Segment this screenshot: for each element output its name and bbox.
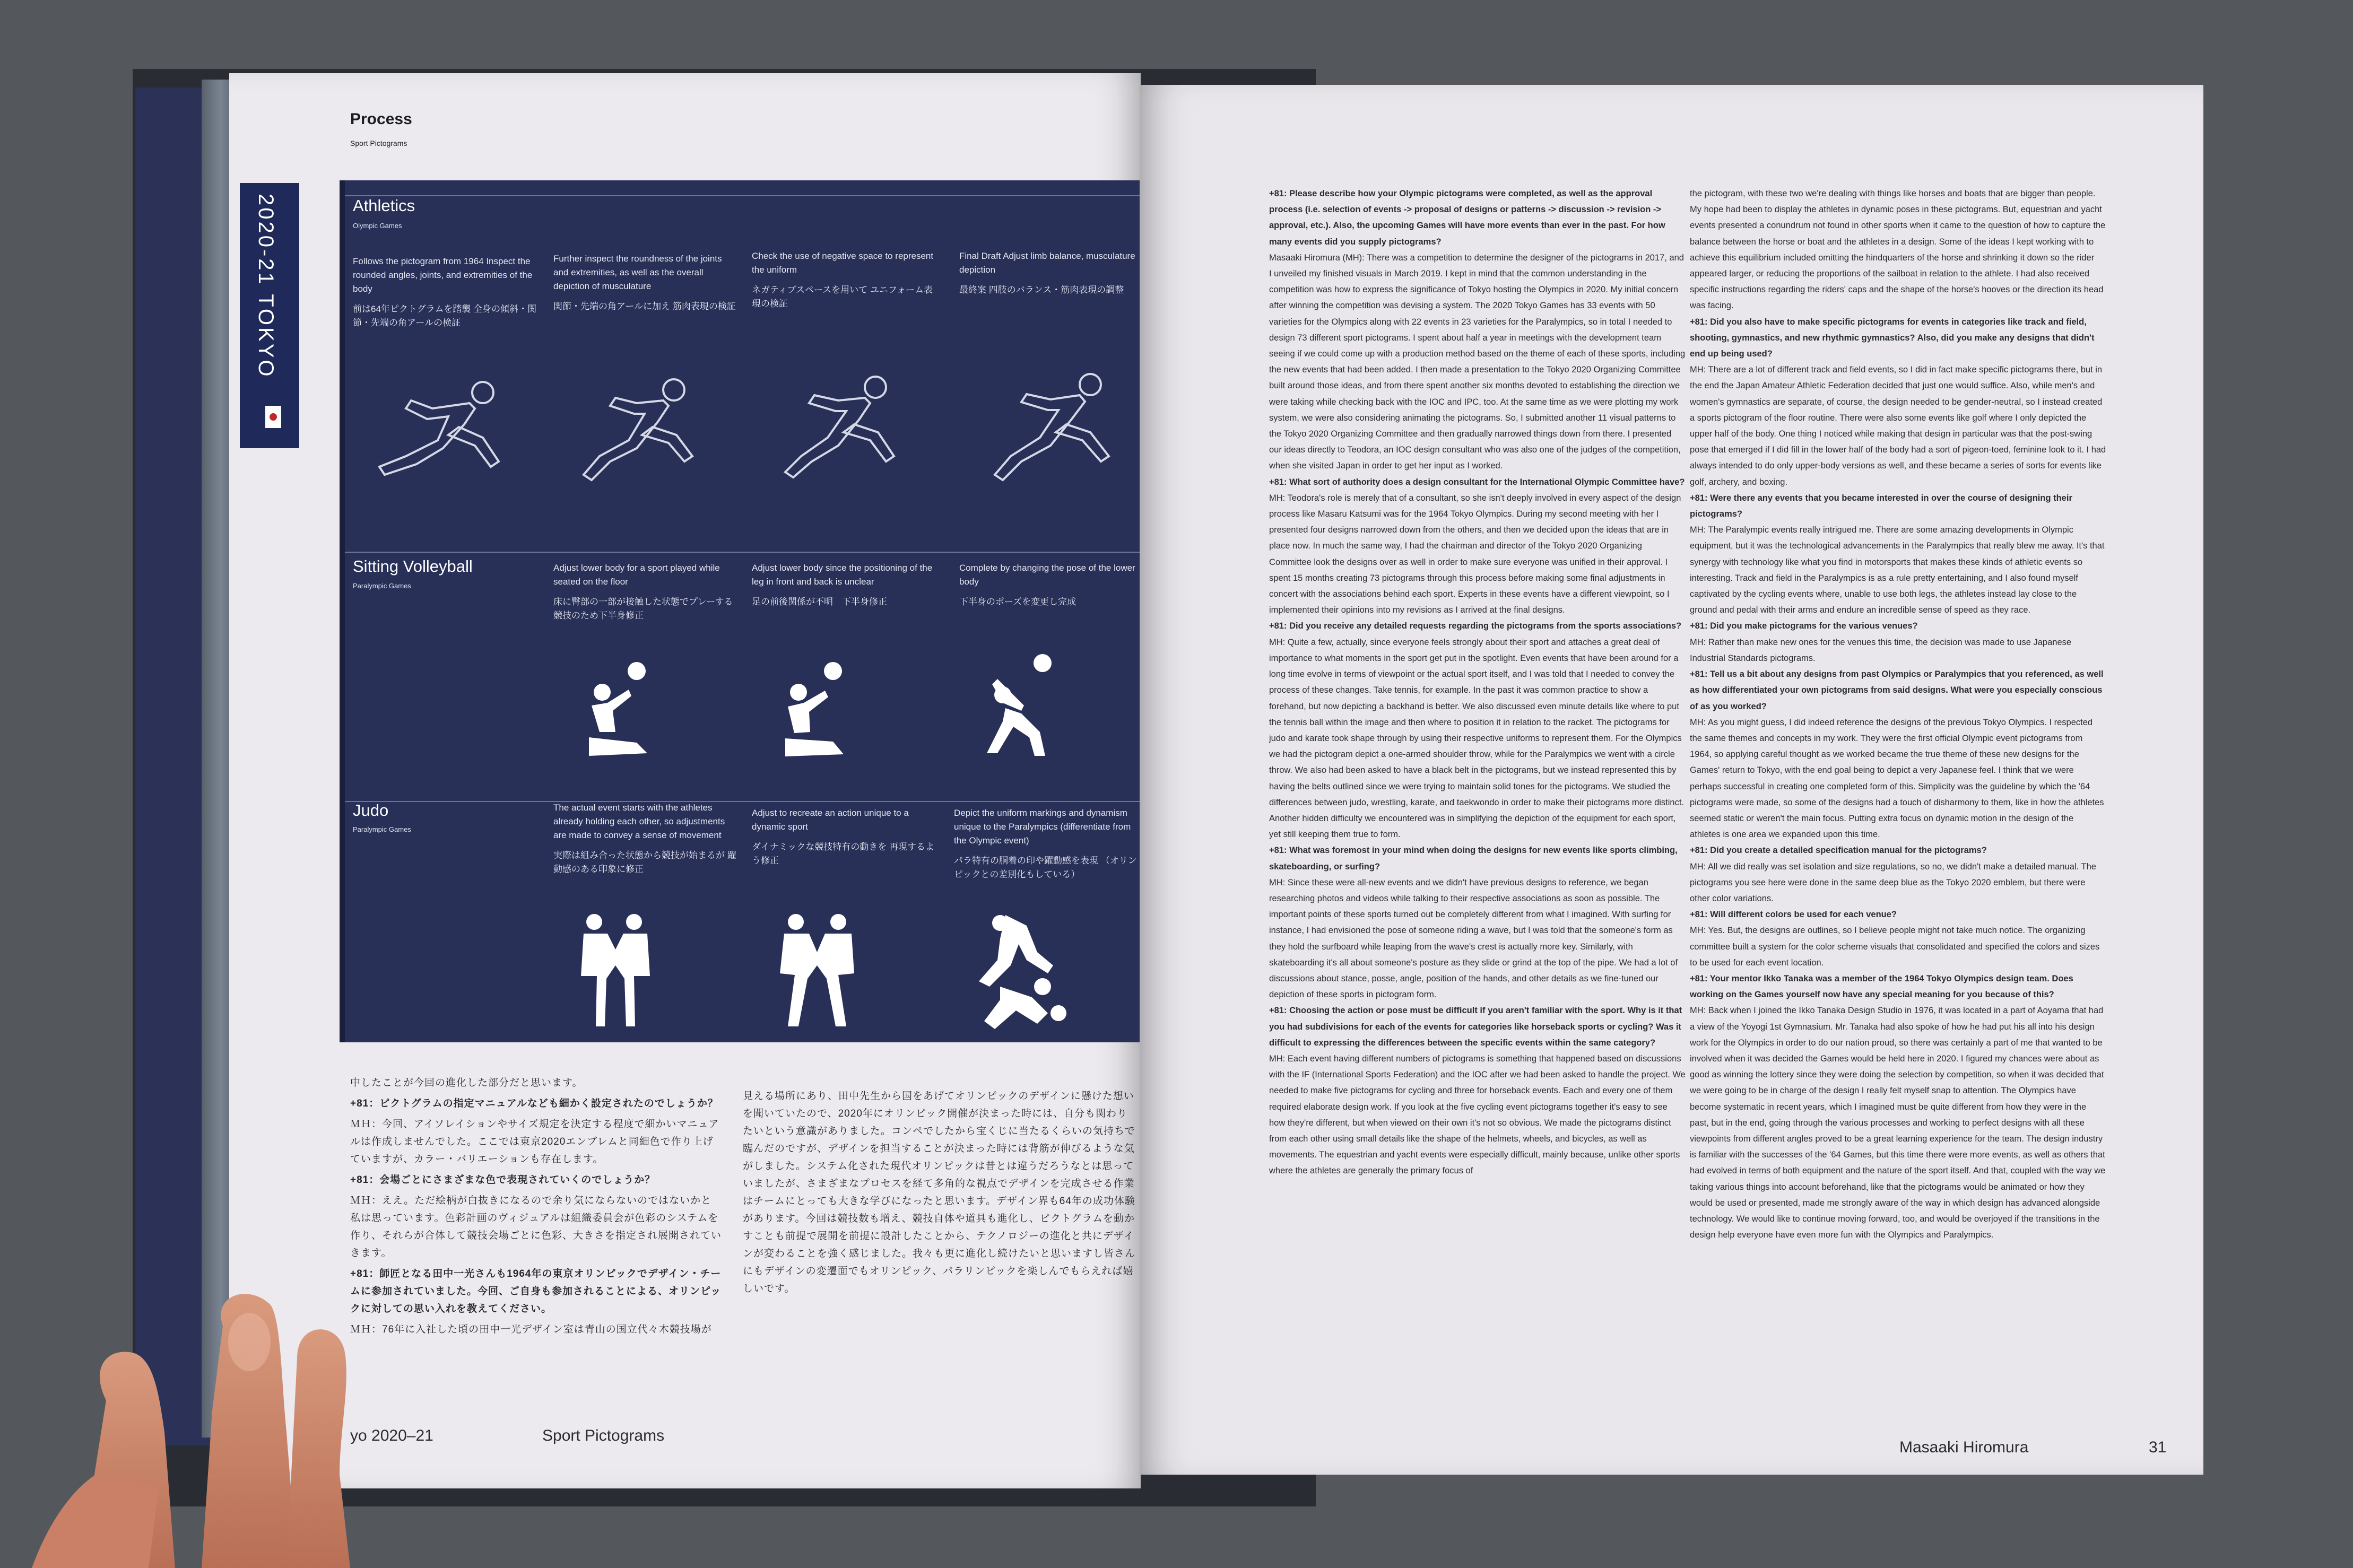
athletics-caption-1: Follows the pictogram from 1964 Inspect the rounded angles, joints, and extremities of the body 前は64年ピクトグラムを踏襲 全身の傾斜・関節・先端の角アールの検証 — [353, 256, 537, 328]
judo-caption-3: Depict the uniform markings and dynamism unique to the Paralympics (differentiate from the Olympic event) パラ特有の胴着の印や躍動感を表現 （オリンピックとの差別化もしている） — [954, 808, 1137, 879]
volleyball-pictogram-3 — [982, 652, 1061, 764]
cover-tab-text: 2020-21 TOKYO — [254, 194, 277, 379]
interview-column-2: the pictogram, with these two we're dealing with things like horses and boats that are bigger than people. My hope had been to display the athletes in dynamic poses in these pictograms. But, equestrian and yacht events presented a conundrum not found in other sports when it came to the question of how to capture the balance between the horse or boat and the athletes in a design. Some of the ideas I kept working with to achieve this equilibrium included omitting the hindquarters of the horse and shrinking it down so the rider appeared larger, or reducing the proportions of the sailboat in relation to the athlete. I had also received specific instructions regarding the riders' caps and the shape of the horse's hooves or the direction its head was facing. +81: Did you also have to make specific pictograms for events in categories like track and field, shooting, gymnastics, and new rhythmic gymnastics? Also, did you make any designs that didn't end up being used? MH: There are a lot of different track and field events, so I did in fact make specific pictograms there, but in the end the Japan Amateur Athletic Federation decided that just one would suffice. Also, while men's and women's gymnastics are separate, of course, the design needed to be gender-neutral, so I instead created a sports pictogram of the floor routine. There were also some events like golf where I only depicted the upper half of the body. One thing I noticed while making that design in particular was that the post-swing pose that emerged if I did fill in the lower half of the body had a sort of pigeon-toed, feminine look to it. I had always intended to do only upper-body versions as well, and these became a series of sorts for events like golf, archery, and boxing. +81: Were there any events that you became interested in over the course of designing their pictograms? MH: The Paralympic events really intrigued me. There are some amazing developments in Olympic equipment, but it was the technological advancements in the Paralympics that really blew me away. It's that synergy with technology like what you find in motorsports that makes these kinds of athletic events so interesting. Track and field in the Paralympics is as a rule pretty entertaining, and I also found myself captivated by the cycling events where, unable to use both legs, the athletes instead lay close to the ground and pedal with their arms and endure an incredible sense of speed as they race. +81: Did you make pictograms for the various venues? MH: Rather than make new ones for the venues this time, the decision was made to use Japanese Industrial Standards pictograms. +81: Tell us a bit about any designs from past Olympics or Paralympics that you referenced, as well as how differentiated your own pictograms from said designs. What were you especially conscious of as you worked? MH: As you might guess, I did indeed reference the designs of the previous Tokyo Olympics. I respected the same themes and concepts in my work. They were the first official Olympic event pictograms from 1964, so applying careful thought as we worked became the true theme of these new designs for the Games' return to Tokyo, with the end goal being to depict a very Japanese feel. I think that we were perhaps successful in creating one completed form of this. Simplicity was the guideline by which the '64 pictograms were made, so some of the designs had a touch of disharmony to them, like in how the athletes seemed static or weren't the main focus. Putting extra focus on dynamic motion in the design of the athletes is one area we expanded upon this time. +81: Did you create a detailed specification manual for the pictograms? MH: All we did really was set isolation and size regulations, so no, we didn't make a detailed manual. The pictograms you see here were done in the same deep blue as the Tokyo 2020 emblem, but there were other color variations. +81: Will different colors be used for each venue? MH: Yes. But, the designs are outlines, so I believe people might not take much notice. The organizing committee built a system for the color scheme visuals that consolidated and specified the colors and sizes to be used for each event location. +81: Your mentor Ikko Tanaka was a member of the 1964 Tokyo Olympics design team. Does working on the Games yourself now have any special meaning for you because of this? MH: Back when I joined the Ikko Tanaka Design Studio in 1976, it was located in a part of Aoyama that had a view of the Yoyogi 1st Gymnasium. Mr. Tanaka had also spoke of how he had put his all into his design work for the Olympics in order to do our nation proud, so there was certainly a part of me that wanted to be involved when it was decided the Games would be held here in 2020. I figured my chances were about as good as winning the lottery since they were doing the selection by competition, so when it was decided that we were going to be in charge of the design I really felt myself snap to attention. The Olympics have become systematic in recent years, which I imagined must be quite different from how they were in the past, but in the end, going through the various processes and working to perfect designs with all these viewpoints from different angles proved to be a great learning experience for the team. The design industry is familiar with the successes of the '64 Games, but this time there were more events, as well as others that had evolved in terms of both equipment and the nature of the sport itself. And that, coupled with the way we taking various things into account beforehand, like that the pictograms would be animated or how they would be used or presented, made me strongly aware of the way in which design has advanced alongside technology. We would like to continue moving forward, too, and would be overjoyed if the transitions in the design help everyone have even more fun with the Olympics and Paralympics. — [1690, 189, 2106, 1240]
athletics-pictogram-2 — [568, 377, 711, 483]
page-title: Process — [350, 110, 412, 128]
volleyball-pictogram-2 — [777, 658, 857, 764]
judo-pictogram-1 — [576, 912, 655, 1034]
divider — [345, 195, 1149, 196]
cover-tab — [240, 183, 299, 448]
divider — [345, 801, 1149, 802]
volleyball-caption-3: Complete by changing the pose of the lower body 下半身のポーズを変更し完成 — [959, 563, 1135, 607]
interview-column-1: +81: Please describe how your Olympic pictograms were completed, as well as the approval process (i.e. selection of events -> proposal of designs or patterns -> discussion -> revision -> approval, etc.). Also, the upcoming Games will have more events than ever in the past. For how many events did you supply pictograms? Masaaki Hiromura (MH): There was a competition to determine the designer of the pictograms in 2017, and I unveiled my finished visuals in March 2019. I kept in mind that the common understanding in the competition was how to express the significance of Tokyo hosting the Olympics in 2020. My initial concern after winning the competition was devising a system. The 2020 Tokyo Games has 33 events with 50 varieties for the Olympics along with 22 events in 23 varieties for the Paralympics, so in total I needed to design 73 different sport pictograms. I spent about half a year in meetings with the development team seeing if we could come up with a production method based on the theme of each of these sports, including the new events that had been added. I then made a presentation to the Tokyo 2020 Organizing Committee built around those ideas, and from there spent another six months devoted to establishing the direction we were taking while checking back with the IOC and IPC, too. At the same time as we were plotting my work system, we were also considering animating the pictograms. So, I submitted another 11 visual patterns to the Tokyo 2020 Organizing Committee and then gradually narrowed things down from there. I presented our ideas directly to Teodora, an IOC design consultant who was also one of the judges of the competition, when she visited Japan in order to get her input as I worked. +81: What sort of authority does a design consultant for the International Olympic Committee have? MH: Teodora's role is merely that of a consultant, so she isn't deeply involved in every aspect of the design process like Masaru Katsumi was for the 1964 Tokyo Olympics. During my second meeting with her I presented four designs narrowed down from the others, and then we decided upon the ideas that are in place now. In much the same way, I had the chairman and director of the Tokyo 2020 Organizing Committee look the designs over as well in order to make sure everyone was unified in their approval. I spent 15 months creating 73 pictograms through this process before making some final adjustments in concert with the associations behind each sport. Experts in these events have a different viewpoint, so I implemented their opinions into my revisions as I arrived at the final designs. +81: Did you receive any detailed requests regarding the pictograms from the sports associations? MH: Quite a few, actually, since everyone feels strongly about their sport and attaches a great deal of importance to what moments in the sport get put in the spotlight. Even events that have been around for a long time evolve in terms of viewpoint or the actual sport itself, and I was told that I needed to convey the process of these changes. Take tennis, for example. In the past it was common practice to show a forehand, but now depicting a backhand is better. We also discussed even minute details like where to put the tennis ball within the image and then where to position it in relation to the racket. The pictograms for judo and karate took shape through by using their respective uniforms to represent them. For the Olympics we had the pictogram depict a one-armed shoulder throw, while for the Paralympics we went with a circle throw. We also had been asked to have a black belt in the pictograms, but we instead represented this by having the belts outlined since we were trying to maintain solid tones for the pictograms. We studied the differences between judo, wrestling, karate, and taekwondo in order to make their pictograms more distinct. Another hidden difficulty we encountered was in simplifying the depiction of the equipment for each sport, yet still keeping them true to form. +81: What was foremost in your mind when doing the designs for new events like sports climbing, skateboarding, or surfing? MH: Since these were all-new events and we didn't have previous designs to reference, we began researching photos and videos while talking to their respective associations as soon as possible. The important points of these sports turned out be completely different from what I imagined. With surfing for instance, I had envisioned the pose of someone riding a wave, but I was told that the someone's form as they hold the surfboard while leaping from the wave's crest is actually more key. Similarly, with skateboarding it's all about someone's posture as they slide or grind at the top of the pipe. We had a lot of discussions about stance, posse, angle, position of the hands, and other details as we fine-tuned our depiction of these sports in pictogram form. +81: Choosing the action or pose must be difficult if you aren't familiar with the sport. Why is it that you had subdivisions for each of the events for categories like horseback sports or cycling? Was it difficult to expressing the differences between the specific events within the same category? MH: Each event having different numbers of pictograms is something that happened based on discussions with the IF (International Sports Federation) and the IOC after we had been asked to handle the project. We needed to make five pictograms for cycling and three for horseback events. Each and every one of them required elaborate design work. If you look at the five cycling event pictograms together it's easy to see how they're different, but when viewed on their own it's not so obvious. We made the pictograms distinct from each other using small details like the shape of the helmets, wheels, and bicycles, as well as movements. The equestrian and yacht events were especially difficult, mainly because, unlike other sports where the athletes are generally the primary focus of — [1269, 189, 1686, 1176]
athletics-caption-4: Final Draft Adjust limb balance, musculature depiction 最終案 四肢のバランス・筋肉表現の調整 — [959, 251, 1135, 295]
japan-flag-icon — [265, 406, 281, 428]
section-sub-athletics: Olympic Games — [353, 222, 402, 230]
judo-caption-2: Adjust to recreate an action unique to a dynamic sport ダイナミックな競技特有の動きを 再現するよう修正 — [752, 808, 935, 866]
judo-pictogram-3 — [968, 907, 1074, 1034]
japanese-text-column-1: 中したことが今回の進化した部分だと思います。 +81：ピクトグラムの指定マニュアルなども細かく設定されたのでしょうか？ ＭＨ：今回、アイソレイションやサイズ規定を決定する程度で細かいマニュアルは作成しませんでした。ここでは東京2020エンブレムと同細色で作り上げていますが、カラー・バリエーションも存在します。 +81：会場ごとにさまざまな色で表現されていくのでしょうか？ ＭＨ：ええ。ただ絵柄が白抜きになるので余り気にならないのではないかと私は思っています。色彩計画のヴィジュアルは組織委員会が色彩のシステムを作り、それらが合体して競技会場ごとに色彩、大きさを指定され展開されていきます。 +81：師匠となる田中一光さんも1964年の東京オリンピックでデザイン・チームに参加されていました。今回、ご自身も参加されることによる、オリンピックに対しての思い入れを教えてください。 ＭＨ：76年に入社した頃の田中一光デザイン室は青山の国立代々木競技場が — [350, 1077, 722, 1335]
pictogram-process-panel — [340, 180, 1149, 1042]
athletics-pictogram-4 — [971, 369, 1125, 485]
section-title-athletics: Athletics — [353, 196, 415, 215]
volleyball-pictogram-1 — [578, 658, 658, 764]
section-sub-sitting-volleyball: Paralympic Games — [353, 582, 411, 590]
page-subtitle: Sport Pictograms — [350, 139, 407, 147]
page-number: 31 — [2149, 1439, 2167, 1456]
volleyball-caption-2: Adjust lower body since the positioning of the leg in front and back is unclear 足の前後関係が不明 下半身修正 — [752, 563, 933, 607]
section-title-sitting-volleyball: Sitting Volleyball — [353, 557, 473, 576]
athletics-caption-2: Further inspect the roundness of the joints and extremities, as well as the overall depiction of musculature 関節・先端の角アールに加え 筋肉表現の検証 — [553, 254, 736, 311]
footer-author: Masaaki Hiromura — [1899, 1439, 2029, 1456]
judo-caption-1: The actual event starts with the athletes already holding each other, so adjustments are made to convey a sense of movement 実際は組み合った状態から競技が始まるが 躍動感のある印象に修正 — [553, 803, 736, 874]
athletics-pictogram-1 — [369, 377, 512, 483]
volleyball-caption-1: Adjust lower body for a sport played while seated on the floor 床に臀部の一部が接触した状態でプレーする 競技のため下半身修正 — [553, 563, 733, 621]
hand-holding-page — [0, 1273, 403, 1568]
divider — [345, 552, 1149, 553]
section-title-judo: Judo — [353, 801, 389, 820]
footer-edition: yo 2020–21 — [350, 1427, 433, 1444]
athletics-pictogram-3 — [764, 371, 913, 483]
footer-section: Sport Pictograms — [542, 1427, 665, 1444]
judo-pictogram-2 — [775, 912, 859, 1034]
athletics-caption-3: Check the use of negative space to represent the uniform ネガティブスペースを用いて ユニフォーム表現の検証 — [752, 251, 934, 309]
japanese-text-column-2: 見える場所にあり、田中先生から国をあげてオリンピックのデザインに懸けた想いを聞いていたので、2020年にオリンピック開催が決まった時には、自分も関わりたいという意識がありました。コンペでしたから宝くじに当たるくらいの気持ちで臨んだのですが、デザインを担当することが決まった時には背筋が伸びるような気がしました。システム化された現代オリンピックは昔とは違うだろうなとは思っていましたが、さまざまなプロセスを経て多角的な視点でデザインを完成させる作業はチームにとっても大きな学びになったと思います。デザイン界も64年の成功体験があります。今回は競技数も増え、競技自体や道具も進化し、ピクトグラムを動かすことも前提で展開を前提に設計したことから、テクノロジーの進化と共にデザインが変わることを強く感じました。我々も更に進化し続けたいと思いますし皆さんにもデザインの変遷面でもオリンピック、パラリンピックを楽しんでもらえれば嬉しいです。 — [743, 1091, 1136, 1294]
section-sub-judo: Paralympic Games — [353, 825, 411, 833]
